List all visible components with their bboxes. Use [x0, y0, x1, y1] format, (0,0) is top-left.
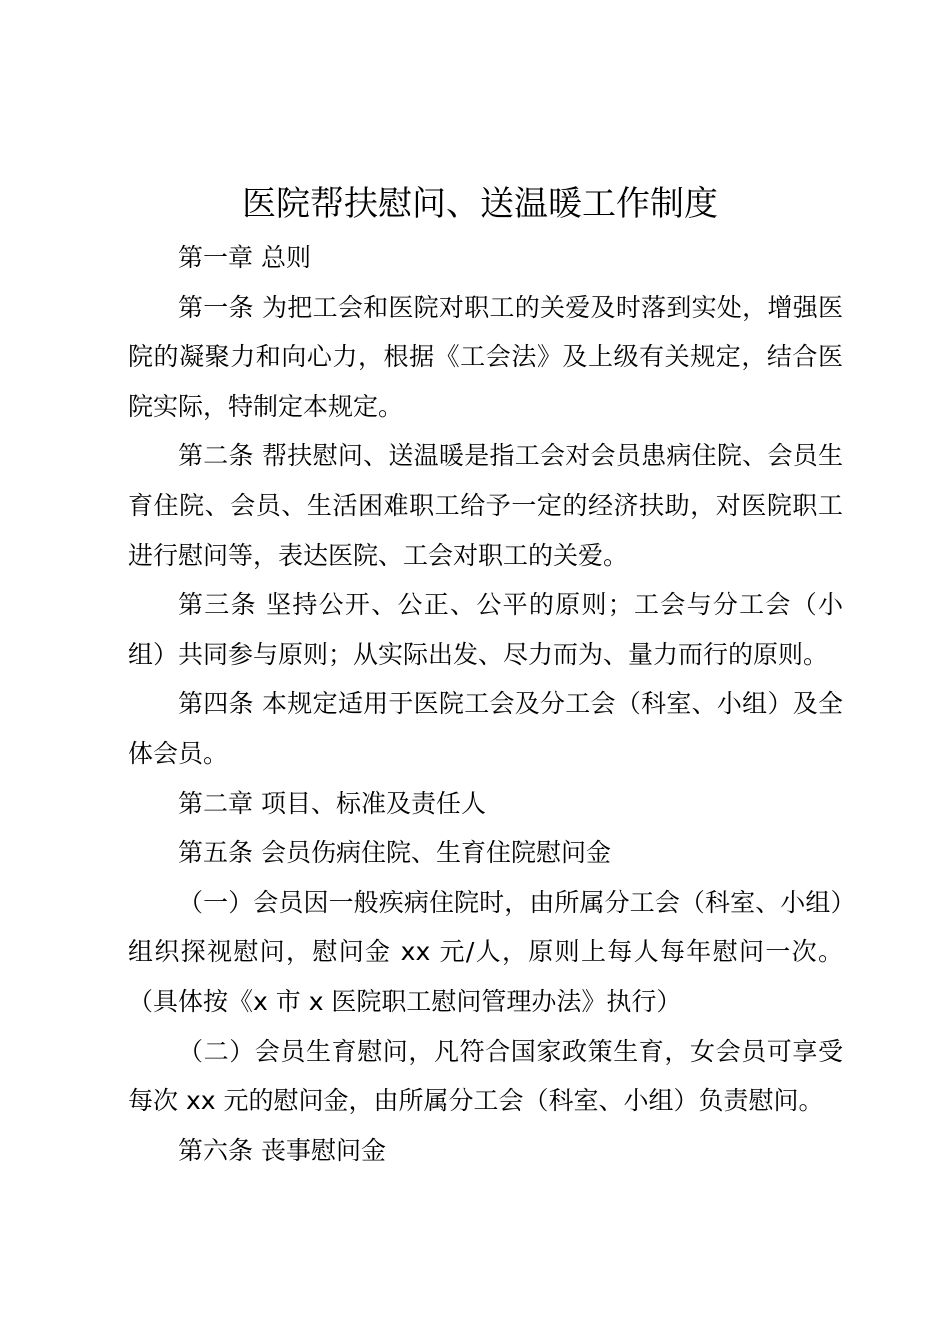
article-5: 第五条 会员伤病住院、生育住院慰问金 [178, 838, 611, 868]
article-1: 第一条 为把工会和医院对职工的关爱及时落到实处，增强医院的凝聚力和向心力，根据《工会法》及上级有关规定，结合医院实际，特制定本规定。 [128, 292, 843, 421]
article-4: 第四条 本规定适用于医院工会及分工会（科室、小组）及全体会员。 [128, 689, 843, 768]
chapter-heading-1: 第一章 总则 [178, 243, 311, 272]
article-6: 第六条 丧事慰问金 [178, 1135, 386, 1165]
document-title: 医院帮扶慰问、送温暖工作制度 [242, 184, 718, 224]
article-2: 第二条 帮扶慰问、送温暖是指工会对会员患病住院、会员生育住院、会员、生活困难职工给予一定的经济扶助，对医院职工进行慰问等，表达医院、工会对职工的关爱。 [128, 441, 843, 570]
article-5-item-2: （二）会员生育慰问，凡符合国家政策生育，女会员可享受每次 xx 元的慰问金，由所属分工会（科室、小组）负责慰问。 [128, 1036, 843, 1116]
article-3: 第三条 坚持公开、公正、公平的原则；工会与分工会（小组）共同参与原则；从实际出发、尽力而为、量力而行的原则。 [128, 590, 843, 669]
article-5-item-1: （一）会员因一般疾病住院时，由所属分工会（科室、小组）组织探视慰问，慰问金 xx 元/人，原则上每人每年慰问一次。（具体按《x 市 x 医院职工慰问管理办法》执行） [128, 887, 843, 1016]
document-body [128, 233, 843, 1175]
chapter-heading-2: 第二章 项目、标准及责任人 [178, 788, 486, 818]
